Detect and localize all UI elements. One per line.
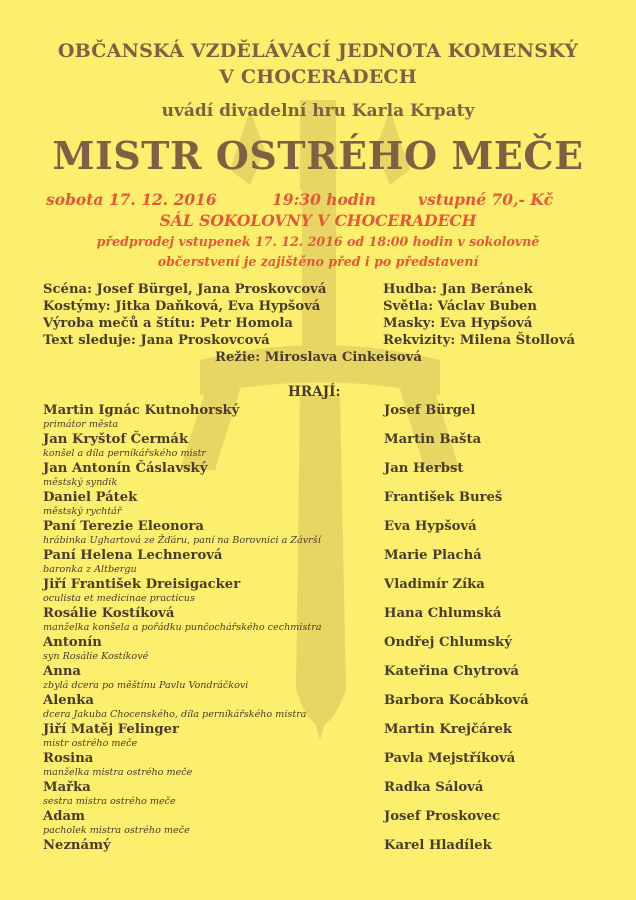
cast-actor: Martin Krejčárek [384, 722, 512, 737]
crew-credit: Výroba mečů a štítu: Petr Homola [43, 316, 293, 331]
cast-role-description: hrábinka Ughartová ze Žďáru, paní na Borovnici a Závrší [43, 535, 321, 546]
event-venue: SÁL SOKOLOVNY V CHOCERADECH [159, 211, 477, 230]
cast-role: Anna [43, 664, 81, 679]
cast-role: Mařka [43, 780, 91, 795]
cast-actor: Josef Bürgel [384, 403, 476, 418]
cast-role: Rosina [43, 751, 94, 766]
crew-credit: Světla: Václav Buben [383, 299, 538, 314]
cast-actor: Vladimír Zíka [384, 577, 485, 592]
cast-role-description: zbylá dcera po měštínu Pavlu Vondráčkovi [43, 680, 249, 691]
cast-actor: Martin Bašta [384, 432, 482, 447]
cast-actor: Eva Hypšová [384, 519, 477, 534]
cast-actor: Hana Chlumská [384, 606, 502, 621]
director-credit: Režie: Miroslava Cinkeisová [215, 350, 422, 365]
cast-heading: HRAJÍ: [288, 384, 341, 400]
cast-actor: Josef Proskovec [384, 809, 501, 824]
event-date: sobota 17. 12. 2016 [46, 190, 217, 209]
crew-credit: Masky: Eva Hypšová [383, 316, 533, 331]
cast-actor: Radka Sálová [384, 780, 484, 795]
cast-role: Jiří František Dreisigacker [43, 577, 241, 592]
cast-role: Daniel Pátek [43, 490, 138, 505]
cast-role: Neznámý [43, 838, 111, 853]
crew-credit: Hudba: Jan Beránek [383, 282, 533, 297]
cast-actor: Kateřina Chytrová [384, 664, 519, 679]
cast-role-description: konšel a díla perníkářského mistr [43, 448, 207, 459]
crew-credit: Text sleduje: Jana Proskovcová [43, 333, 270, 348]
crew-credit: Scéna: Josef Bürgel, Jana Proskovcová [43, 282, 327, 297]
cast-actor: Ondřej Chlumský [384, 635, 512, 650]
cast-role-description: dcera Jakuba Chocenského, díla perníkářského mistra [43, 709, 307, 720]
cast-actor: František Bureš [384, 490, 503, 505]
organization-name: OBČANSKÁ VZDĚLÁVACÍ JEDNOTA KOMENSKÝ [57, 40, 579, 62]
event-fee: vstupné 70,- Kč [418, 190, 554, 209]
cast-role: Martin Ignác Kutnohorský [43, 403, 240, 418]
cast-role-description: městský syndik [43, 477, 118, 488]
cast-role: Alenka [43, 693, 94, 708]
cast-actor: Pavla Mejstříková [384, 751, 516, 766]
cast-role: Paní Terezie Eleonora [43, 519, 204, 534]
cast-role-description: mistr ostrého meče [43, 738, 138, 749]
cast-role: Jan Kryštof Čermák [43, 432, 189, 447]
cast-role: Jiří Matěj Felinger [43, 722, 179, 737]
cast-actor: Barbora Kocábková [384, 693, 529, 708]
cast-role-description: primátor města [43, 419, 119, 430]
cast-role: Adam [43, 809, 85, 824]
cast-actor: Marie Plachá [384, 548, 482, 563]
cast-role-description: oculista et medicinae practicus [43, 593, 195, 604]
cast-role: Antonín [43, 635, 102, 650]
event-presale: předprodej vstupenek 17. 12. 2016 od 18:00 hodin v sokolovně [96, 234, 540, 249]
cast-role-description: sestra mistra ostrého meče [43, 796, 176, 807]
crew-credit: Rekvizity: Milena Štollová [383, 333, 576, 348]
cast-role: Jan Antonín Čáslavský [43, 461, 208, 476]
cast-role: Paní Helena Lechnerová [43, 548, 223, 563]
crew-credit: Kostýmy: Jitka Daňková, Eva Hypšová [43, 299, 321, 314]
presents-line: uvádí divadelní hru Karla Krpaty [161, 101, 475, 121]
cast-role-description: manželka mistra ostrého meče [43, 767, 193, 778]
cast-role-description: manželka konšela a pořádku punčochářského cechmistra [43, 622, 322, 633]
organization-location: V CHOCERADECH [219, 66, 417, 88]
event-refreshments: občerstvení je zajištěno před i po představení [157, 254, 479, 269]
cast-role-description: městský rychtář [43, 506, 122, 517]
cast-role: Rosálie Kostíková [43, 606, 175, 621]
cast-actor: Karel Hladílek [384, 838, 492, 853]
cast-role-description: syn Rosálie Kostíkové [43, 651, 149, 662]
event-time: 19:30 hodin [272, 190, 376, 209]
cast-actor: Jan Herbst [384, 461, 464, 476]
cast-role-description: baronka z Altbergu [43, 564, 137, 575]
cast-role-description: pacholek mistra ostrého meče [43, 825, 190, 836]
play-title: MISTR OSTRÉHO MEČE [52, 133, 584, 178]
